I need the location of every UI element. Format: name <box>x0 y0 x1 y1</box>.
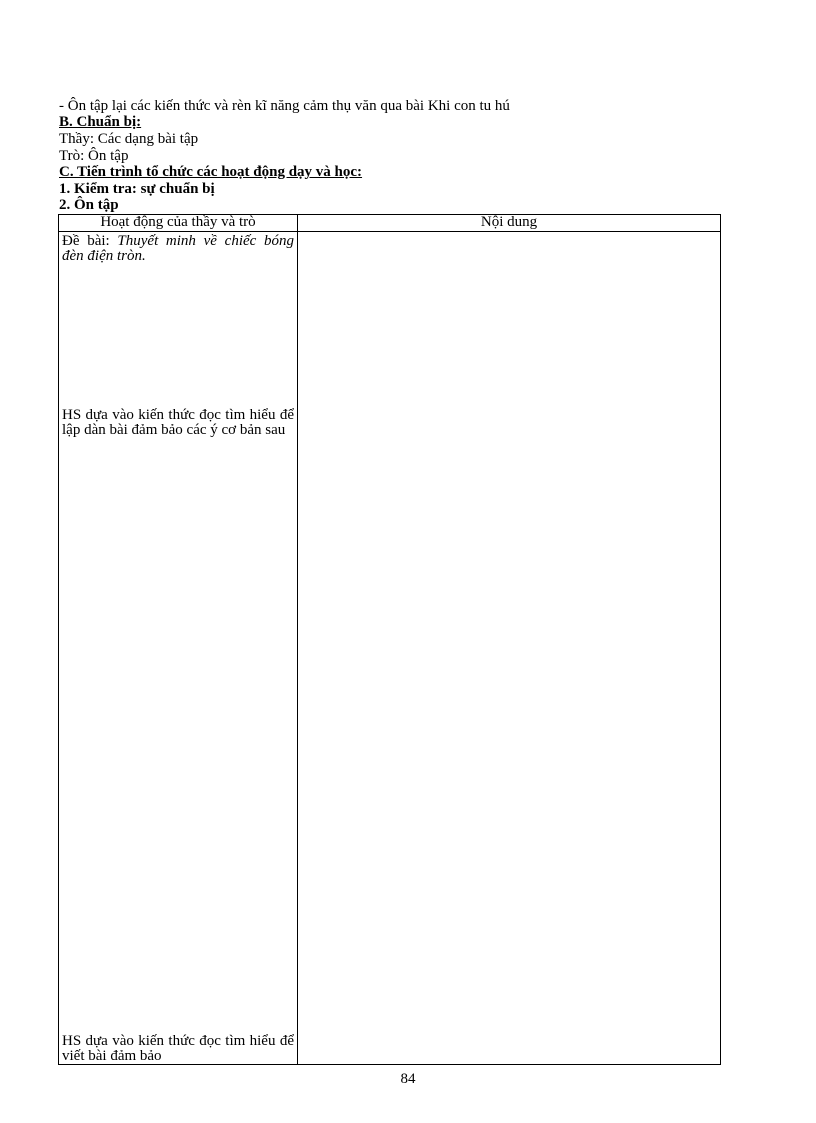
content-cell <box>298 232 721 1065</box>
topic-block <box>62 234 294 264</box>
section-b-heading: B. Chuẩn bị: <box>59 114 142 130</box>
topic-text: Thuyết minh về chiếc bóng đèn điện tròn. <box>62 233 295 264</box>
student-prep: Trò: Ôn tập <box>59 148 129 164</box>
note-write: HS dựa vào kiến thức đọc tìm hiểu để viết bài đảm bảo <box>62 1033 294 1064</box>
activity-cell <box>59 232 298 1065</box>
table-header-row <box>59 215 721 232</box>
header-content: Nội dung <box>298 215 721 232</box>
section-c-heading: C. Tiến trình tổ chức các hoạt động dạy và học: <box>59 164 363 180</box>
step-2-heading: 2. Ôn tập <box>59 197 119 213</box>
note-outline: HS dựa vào kiến thức đọc tìm hiểu để lập dàn bài đảm bảo các ý cơ bản sau <box>62 407 294 438</box>
lesson-table <box>58 214 721 1065</box>
topic-label: Đề bài: <box>62 233 118 249</box>
header-activity: Hoạt động của thầy và trò <box>59 215 298 232</box>
table-body-row <box>59 232 721 1065</box>
step-1-heading: 1. Kiểm tra: sự chuẩn bị <box>59 181 215 197</box>
intro-line: - Ôn tập lại các kiến thức và rèn kĩ năng cảm thụ văn qua bài Khi con tu hú <box>59 98 510 114</box>
teacher-prep: Thầy: Các dạng bài tập <box>59 131 199 147</box>
page-number: 84 <box>400 1071 416 1087</box>
